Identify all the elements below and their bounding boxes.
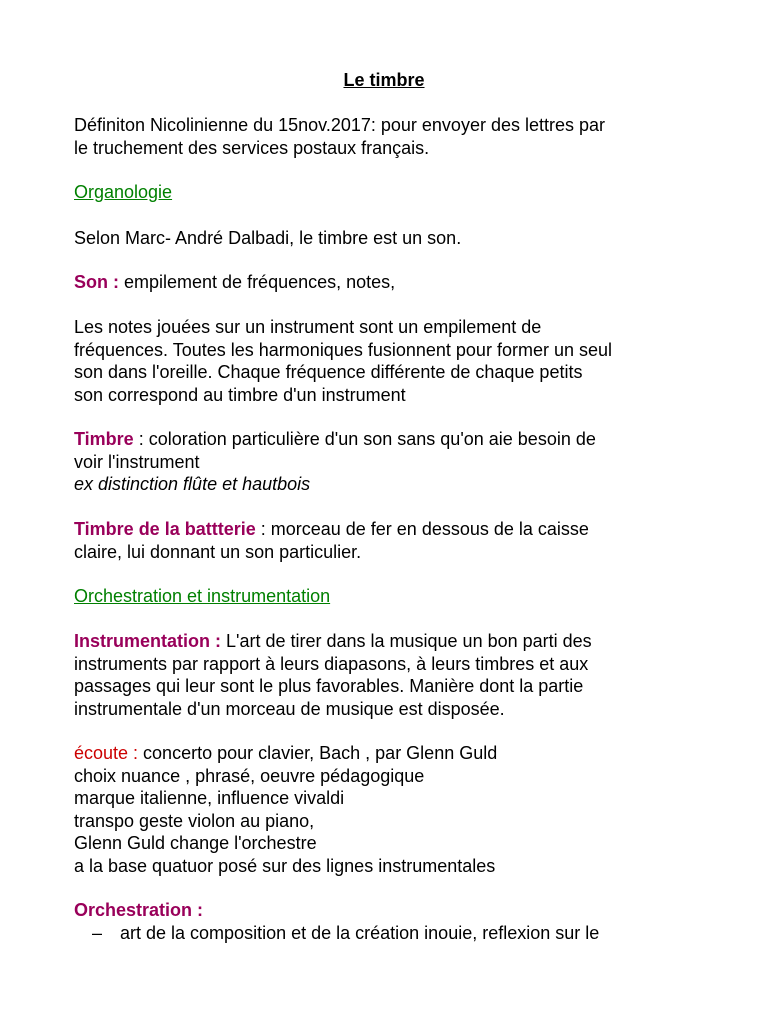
timbre-term: Timbre [74, 429, 134, 449]
ecoute-paragraph [74, 742, 714, 877]
instrumentation-paragraph [74, 630, 714, 720]
orchestration-bullet-text: art de la composition et de la création inouie, reflexion sur le [120, 923, 600, 943]
son-paragraph [74, 271, 714, 294]
page-title: Le timbre [343, 70, 425, 90]
timbre-paragraph [74, 428, 714, 496]
definition-paragraph [74, 114, 714, 159]
section-heading-organologie [74, 181, 714, 204]
orchestration-heading: Orchestration et instrumentation [74, 586, 331, 606]
instrumentation-text: L'art de tirer dans la musique un bon parti des [221, 631, 592, 651]
instrumentation-line-2: instruments par rapport à leurs diapasons, à leurs timbres et aux [74, 653, 589, 674]
ecoute-term: écoute : [74, 743, 139, 763]
timbre-batterie-text: : morceau de fer en dessous de la caisse [255, 519, 589, 539]
notes-line-4: son correspond au timbre d'un instrument [74, 384, 406, 405]
son-term: Son : [74, 272, 119, 292]
orchestration-bullet [92, 922, 599, 945]
timbre-example: ex distinction flûte et hautbois [74, 474, 311, 494]
ecoute-line-4: transpo geste violon au piano, [74, 810, 315, 831]
notes-paragraph [74, 316, 714, 406]
ecoute-text: concerto pour clavier, Bach , par Glenn Guld [138, 743, 498, 763]
son-text: empilement de fréquences, notes, [119, 272, 396, 292]
orchestration-term: Orchestration : [74, 900, 204, 920]
definition-line-2: le truchement des services postaux français. [74, 137, 430, 158]
notes-line-1: Les notes jouées sur un instrument sont un empilement de [74, 317, 542, 337]
bullet-dash-icon: – [92, 923, 103, 943]
instrumentation-line-3: passages qui leur sont le plus favorables. Manière dont la partie [74, 676, 584, 696]
timbre-line-2: voir l'instrument [74, 451, 200, 472]
timbre-batterie-term: Timbre de la battterie [74, 519, 256, 539]
ecoute-line-6: a la base quatuor posé sur des lignes instrumentales [74, 855, 496, 876]
ecoute-line-3: marque italienne, influence vivaldi [74, 788, 345, 808]
instrumentation-term: Instrumentation : [74, 631, 221, 651]
orchestration-paragraph [74, 899, 714, 922]
instrumentation-line-4: instrumentale d'un morceau de musique est disposée. [74, 698, 505, 719]
definition-line-1: Définiton Nicolinienne du 15nov.2017: pour envoyer des lettres par [74, 115, 605, 135]
notes-line-3: son dans l'oreille. Chaque fréquence différente de chaque petits [74, 362, 583, 382]
timbre-text: : coloration particulière d'un son sans qu'on aie besoin de [133, 429, 596, 449]
timbre-batterie-line-2: claire, lui donnant un son particulier. [74, 541, 362, 562]
timbre-batterie-paragraph [74, 518, 714, 563]
ecoute-line-2: choix nuance , phrasé, oeuvre pédagogique [74, 765, 425, 786]
selon-text: Selon Marc- André Dalbadi, le timbre est un son. [74, 228, 462, 248]
section-heading-orchestration [74, 585, 714, 608]
ecoute-line-5: Glenn Guld change l'orchestre [74, 833, 317, 853]
selon-paragraph [74, 227, 714, 250]
notes-line-2: fréquences. Toutes les harmoniques fusionnent pour former un seul [74, 339, 612, 360]
organologie-heading: Organologie [74, 182, 173, 202]
